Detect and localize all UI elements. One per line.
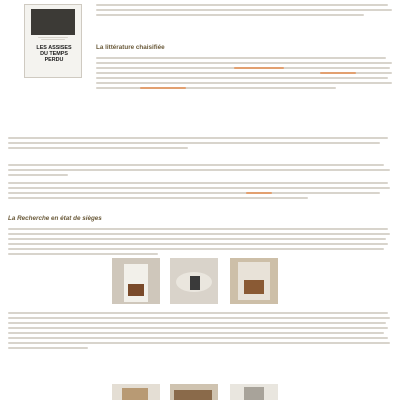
section-title-recherche: La Recherche en état de sièges [8, 215, 102, 222]
pull-quote [8, 137, 392, 152]
salon-photo-right[interactable] [230, 258, 278, 304]
link-run[interactable] [320, 72, 356, 77]
intro-paragraph [96, 4, 394, 19]
salon-photo-center[interactable] [170, 258, 218, 304]
book-cover-subtitle [31, 37, 75, 40]
link-run[interactable] [246, 192, 272, 197]
bottom-photo-left[interactable] [112, 384, 160, 400]
salon-photo-left[interactable] [112, 258, 160, 304]
bottom-photo-right[interactable] [230, 384, 278, 400]
book-cover-photo [31, 9, 75, 35]
bottom-photo-center[interactable] [170, 384, 218, 400]
recherche-paragraph [8, 228, 392, 258]
paragraph [8, 182, 392, 202]
link-run[interactable] [234, 67, 284, 72]
paragraph [8, 164, 392, 179]
section-title-literature: La littérature chaisifiée [96, 44, 165, 51]
salon-paragraph [8, 312, 392, 352]
book-cover-image [24, 4, 82, 78]
link-run[interactable] [140, 87, 186, 92]
book-cover-title: LES ASSISES DU TEMPS PERDU [36, 45, 72, 63]
